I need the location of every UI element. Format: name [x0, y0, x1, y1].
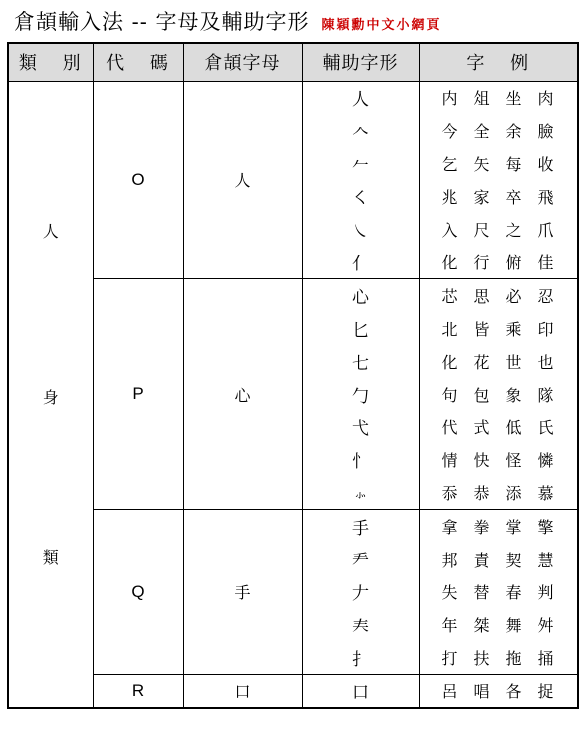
aux-glyph: 七 [352, 353, 369, 374]
example-char: 坐 [505, 89, 522, 109]
example-char: 各 [505, 682, 522, 702]
example-char: 呂 [441, 682, 458, 702]
example-char: 乘 [505, 319, 522, 339]
aux-glyph: 龵 [352, 551, 369, 572]
letter-cell: 口 [183, 674, 302, 708]
example-char: 代 [441, 418, 458, 438]
example-char: 春 [505, 583, 522, 603]
aux-cell [302, 509, 419, 674]
example-char: 俎 [473, 89, 490, 109]
example-char: 印 [537, 319, 554, 339]
example-row [420, 675, 578, 707]
example-row [420, 147, 578, 180]
col-header-aux: 輔助字形 [302, 43, 419, 81]
example-char: 慧 [537, 550, 554, 570]
examples-cell [419, 279, 578, 510]
code-cell: R [93, 674, 183, 708]
site-credit: 陳穎勳中文小網頁 [321, 18, 442, 33]
example-char: 今 [441, 122, 458, 142]
example-char: 北 [441, 319, 458, 339]
example-char: 余 [505, 122, 522, 142]
col-header-category: 類 別 [8, 43, 93, 81]
example-char: 化 [441, 352, 458, 372]
example-char: 低 [505, 418, 522, 438]
example-char: 契 [505, 550, 522, 570]
example-char: 擎 [537, 517, 554, 537]
example-char: 責 [473, 550, 490, 570]
example-char: 忍 [537, 287, 554, 307]
example-char: 扶 [473, 648, 490, 668]
group-row-R [8, 674, 578, 708]
aux-glyph: 扌 [352, 649, 369, 670]
page-header [14, 6, 574, 42]
example-char: 句 [441, 385, 458, 405]
example-char: 掌 [505, 517, 522, 537]
example-row [420, 180, 578, 213]
aux-glyph: 手 [352, 518, 369, 539]
example-char: 化 [441, 253, 458, 273]
example-char: 捅 [537, 648, 554, 668]
example-char: 捉 [537, 682, 554, 702]
letter-cell: 心 [183, 279, 302, 510]
example-char: 臉 [537, 122, 554, 142]
letter-cell: 人 [183, 81, 302, 279]
example-char: 之 [505, 220, 522, 240]
example-char: 舞 [505, 616, 522, 636]
aux-glyph: 𡗗 [352, 617, 369, 638]
example-char: 每 [505, 154, 522, 174]
code-cell: P [93, 279, 183, 510]
example-char: 佳 [537, 253, 554, 273]
example-char: 打 [441, 648, 458, 668]
example-char: 家 [473, 187, 490, 207]
example-row [420, 345, 578, 378]
example-char: 矢 [473, 154, 490, 174]
examples-cell [419, 674, 578, 708]
aux-glyph: 𠆢 [352, 123, 369, 144]
examples-cell [419, 81, 578, 279]
example-char: 年 [441, 616, 458, 636]
example-char: 乞 [441, 154, 458, 174]
example-char: 俯 [505, 253, 522, 273]
aux-glyph: 亻 [352, 254, 369, 275]
example-char: 桀 [473, 616, 490, 636]
example-char: 收 [537, 154, 554, 174]
example-char: 舛 [537, 616, 554, 636]
example-char: 内 [441, 89, 458, 109]
aux-glyph: 𠂇 [352, 584, 369, 605]
example-row [420, 82, 578, 115]
aux-glyph: 忄 [352, 452, 369, 473]
example-char: 拿 [441, 517, 458, 537]
cangjie-table [7, 42, 579, 709]
examples-cell [419, 509, 578, 674]
code-cell: Q [93, 509, 183, 674]
aux-glyph: 人 [352, 90, 369, 111]
example-row [420, 213, 578, 246]
example-char: 全 [473, 122, 490, 142]
example-char: 拖 [505, 648, 522, 668]
aux-glyph: 口 [352, 683, 369, 704]
example-char: 世 [505, 352, 522, 372]
example-char: 式 [473, 418, 490, 438]
example-row [420, 641, 578, 674]
example-row [420, 608, 578, 641]
example-char: 邦 [441, 550, 458, 570]
example-char: 芯 [441, 287, 458, 307]
example-char: 替 [473, 583, 490, 603]
example-char: 隊 [537, 385, 554, 405]
aux-cell [302, 279, 419, 510]
category-char: 人 [42, 222, 59, 242]
example-row [420, 443, 578, 476]
aux-glyph: ㇛ [352, 188, 369, 209]
page-title: 倉頡輸入法 -- 字母及輔助字形 [14, 10, 310, 34]
example-char: 必 [505, 287, 522, 307]
example-char: 也 [537, 352, 554, 372]
aux-glyph: ⺗ [354, 485, 367, 500]
example-char: 判 [537, 583, 554, 603]
example-char: 添 [505, 483, 522, 503]
group-row-O [8, 81, 578, 279]
col-header-code: 代 碼 [93, 43, 183, 81]
aux-cell [302, 81, 419, 279]
header-row [8, 43, 578, 81]
example-char: 花 [473, 352, 490, 372]
group-row-Q [8, 509, 578, 674]
example-char: 爪 [537, 220, 554, 240]
group-row-P [8, 279, 578, 510]
example-row [420, 575, 578, 608]
example-char: 氏 [537, 418, 554, 438]
example-char: 失 [441, 583, 458, 603]
example-row [420, 410, 578, 443]
example-char: 情 [441, 451, 458, 471]
col-header-letter: 倉頡字母 [183, 43, 302, 81]
col-header-examples: 字 例 [419, 43, 578, 81]
example-char: 卒 [505, 187, 522, 207]
aux-glyph: 弋 [352, 419, 369, 440]
example-char: 行 [473, 253, 490, 273]
example-char: 快 [473, 451, 490, 471]
example-char: 怪 [505, 451, 522, 471]
letter-cell: 手 [183, 509, 302, 674]
example-char: 憐 [537, 451, 554, 471]
aux-glyph: 匕 [352, 320, 369, 341]
example-char: 拳 [473, 517, 490, 537]
aux-glyph: 心 [352, 288, 369, 309]
code-cell: O [93, 81, 183, 279]
example-char: 忝 [441, 483, 458, 503]
example-char: 肉 [537, 89, 554, 109]
example-row [420, 245, 578, 278]
example-char: 慕 [537, 483, 554, 503]
example-row [420, 279, 578, 312]
example-row [420, 114, 578, 147]
example-char: 象 [505, 385, 522, 405]
category-char: 類 [42, 548, 59, 568]
example-char: 入 [441, 220, 458, 240]
example-row [420, 378, 578, 411]
aux-glyph: ㇏ [352, 221, 369, 242]
example-char: 尺 [473, 220, 490, 240]
category-char: 身 [42, 388, 59, 408]
category-cell [8, 81, 93, 708]
example-char: 兆 [441, 187, 458, 207]
example-char: 恭 [473, 483, 490, 503]
example-char: 皆 [473, 319, 490, 339]
example-char: 思 [473, 287, 490, 307]
example-row [420, 543, 578, 576]
aux-glyph: 勹 [352, 386, 369, 407]
example-row [420, 312, 578, 345]
example-row [420, 510, 578, 543]
aux-glyph: 𠂉 [352, 155, 369, 176]
example-row [420, 476, 578, 509]
aux-cell [302, 674, 419, 708]
example-char: 唱 [473, 682, 490, 702]
example-char: 飛 [537, 187, 554, 207]
example-char: 包 [473, 385, 490, 405]
